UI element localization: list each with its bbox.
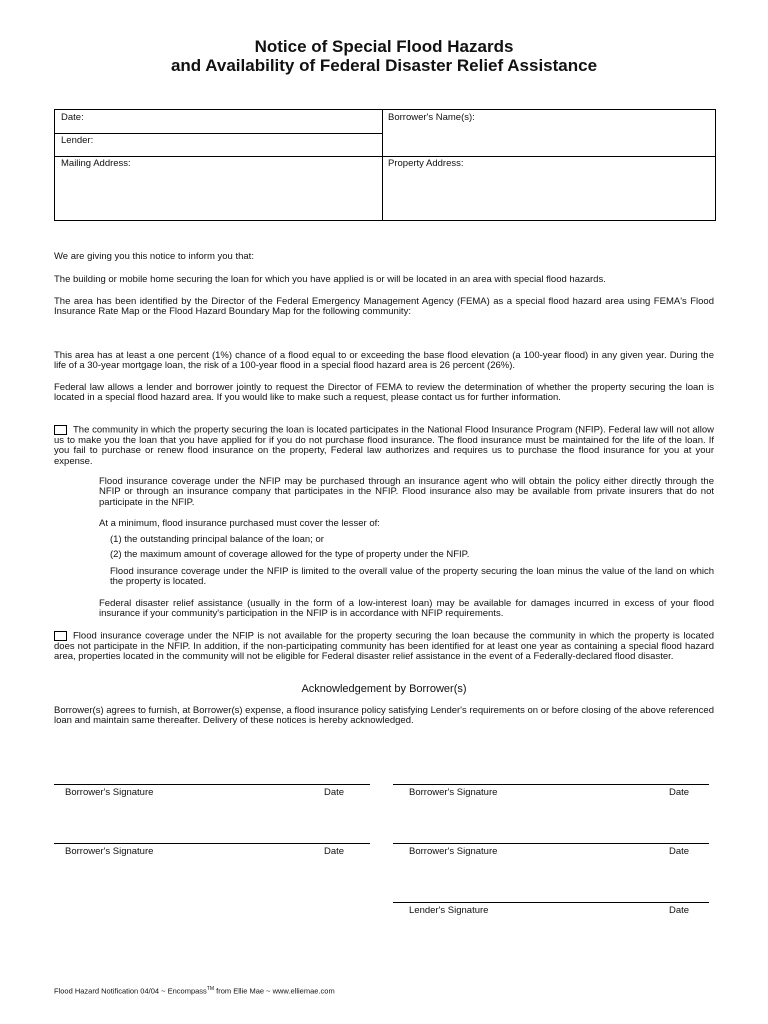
date-label: Date <box>669 787 690 798</box>
paragraph-fema: The area has been identified by the Director of the Federal Emergency Management Agency (FEMA) as a special flood hazard area using FEMA's Flood Insurance Rate Map or the Flood Hazard Boundary Map for the following community: <box>54 296 714 318</box>
borrowers-names-field[interactable]: Borrower's Name(s): <box>388 112 475 123</box>
paragraph-hazard: The building or mobile home securing the loan for which you have applied is or will be located in an area with special flood hazards. <box>54 274 606 285</box>
paragraph-minimum: At a minimum, flood insurance purchased must cover the lesser of: <box>99 518 380 529</box>
lender-signature-label: Lender's Signature <box>409 905 489 916</box>
borrower-signature-line-2[interactable] <box>393 784 709 785</box>
property-address-field[interactable]: Property Address: <box>388 158 464 169</box>
borrower-signature-line-3[interactable] <box>54 843 370 844</box>
borrower-signature-label: Borrower's Signature <box>65 846 154 857</box>
intro-text: We are giving you this notice to inform you that: <box>54 251 254 262</box>
date-field[interactable]: Date: <box>61 112 84 123</box>
footer: Flood Hazard Notification 04/04 ~ Encompass™ from Ellie Mae ~ www.elliemae.com <box>54 986 335 996</box>
date-label: Date <box>669 846 690 857</box>
lender-field[interactable]: Lender: <box>61 135 94 146</box>
paragraph-disaster-relief: Federal disaster relief assistance (usually in the form of a low-interest loan) may be available for damages incurred in excess of your flood insurance if your community's participation in the NFIP is in accordance with NFIP requirements. <box>99 598 714 620</box>
acknowledgement-heading: Acknowledgement by Borrower(s) <box>301 683 467 695</box>
item-maximum: (2) the maximum amount of coverage allowed for the type of property under the NFIP. <box>110 549 470 560</box>
borrower-signature-label: Borrower's Signature <box>65 787 154 798</box>
acknowledgement-text: Borrower(s) agrees to furnish, at Borrower(s) expense, a flood insurance policy satisfying Lender's requirements on or before closing of the above referenced loan and maintain same thereafter. Delivery of these notices is hereby acknowledged. <box>54 705 714 727</box>
borrower-signature-line-4[interactable] <box>393 843 709 844</box>
page-title-line2: and Availability of Federal Disaster Relief Assistance <box>170 56 598 75</box>
date-label: Date <box>324 787 345 798</box>
item-principal: (1) the outstanding principal balance of the loan; or <box>110 534 324 545</box>
not-available-checkbox[interactable] <box>54 631 67 641</box>
paragraph-limited: Flood insurance coverage under the NFIP is limited to the overall value of the property securing the loan minus the value of the land on which the property is located. <box>110 566 714 588</box>
date-label: Date <box>324 846 345 857</box>
paragraph-coverage: Flood insurance coverage under the NFIP may be purchased through an insurance agent who will obtain the policy either directly through the NFIP or through an insurance company that participates in the NFIP. Flood insurance also may be available from private insurers that do not participate in the NFIP. <box>99 476 714 508</box>
date-label: Date <box>669 905 690 916</box>
borrower-signature-label: Borrower's Signature <box>409 846 498 857</box>
loan-info-table <box>54 109 716 221</box>
borrower-signature-label: Borrower's Signature <box>409 787 498 798</box>
page-title-line1: Notice of Special Flood Hazards <box>254 37 514 56</box>
paragraph-not-available: Flood insurance coverage under the NFIP is not available for the property securing the loan because the community in which the property is located does not participate in the NFIP. In addition, if the non-participating community has been identified for at least one year as containing a special flood hazard area, properties located in the community will not be eligible for Federal disaster relief assistance in the event of a Federally-declared flood disaster. <box>54 630 714 663</box>
paragraph-risk: This area has at least a one percent (1%) chance of a flood equal to or exceeding the base flood elevation (a 100-year flood) in any given year. During the life of a 30-year mortgage loan, the risk of a 100-year flood in a special flood hazard area is 26 percent (26%). <box>54 350 714 372</box>
participates-checkbox[interactable] <box>54 425 67 435</box>
paragraph-review: Federal law allows a lender and borrower jointly to request the Director of FEMA to review the determination of whether the property securing the loan is located in a special flood hazard area. If you would like to make such a request, please contact us for further information. <box>54 382 714 404</box>
borrower-signature-line-1[interactable] <box>54 784 370 785</box>
mailing-address-field[interactable]: Mailing Address: <box>61 158 131 169</box>
paragraph-participates: The community in which the property securing the loan is located participates in the National Flood Insurance Program (NFIP). Federal law will not allow us to make you the loan that you have applied for if you do not purchase flood insurance. The flood insurance must be maintained for the life of the loan. If you fail to purchase or renew flood insurance on the property, Federal law authorizes and requires us to purchase the flood insurance for you at your expense. <box>54 424 714 467</box>
lender-signature-line[interactable] <box>393 902 709 903</box>
